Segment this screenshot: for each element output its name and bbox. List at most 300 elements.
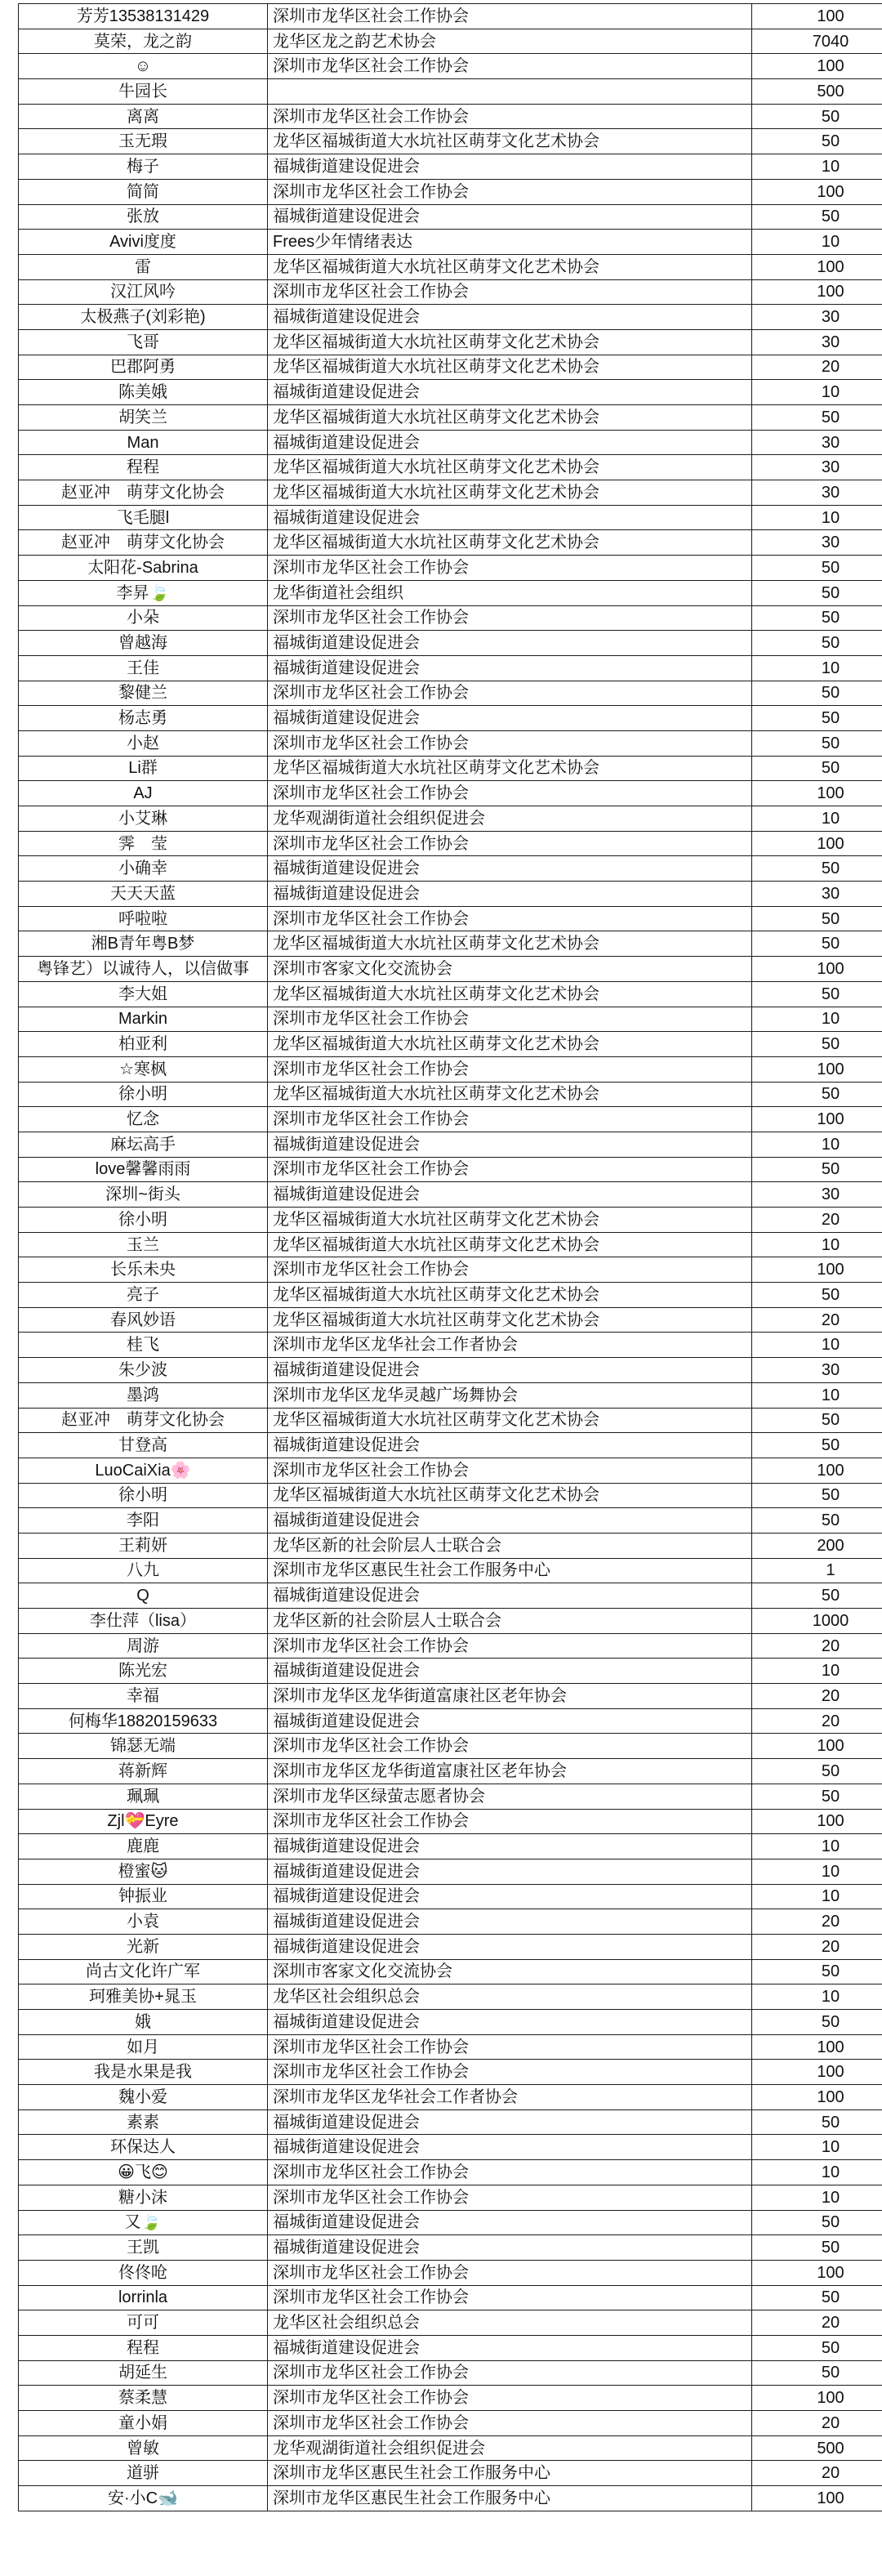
organization-cell: 福城街道建设促进会: [268, 706, 752, 731]
donor-name-cell: 太阳花-Sabrina: [19, 556, 268, 581]
donor-name-cell: Markin: [19, 1007, 268, 1032]
amount-cell: 50: [752, 1408, 882, 1433]
amount-cell: 100: [752, 1734, 882, 1759]
amount-cell: 50: [752, 1082, 882, 1107]
organization-cell: [268, 79, 752, 105]
amount-cell: 30: [752, 1358, 882, 1383]
table-row: [19, 2060, 882, 2085]
table-row: [19, 957, 882, 982]
organization-cell: 深圳市龙华区社会工作协会: [268, 781, 752, 806]
amount-cell: 20: [752, 2411, 882, 2436]
organization-cell: 深圳市龙华区社会工作协会: [268, 681, 752, 706]
amount-cell: 10: [752, 2160, 882, 2185]
organization-cell: 深圳市龙华区社会工作协会: [268, 2285, 752, 2310]
organization-cell: 福城街道建设促进会: [268, 154, 752, 180]
organization-cell: 深圳市龙华区社会工作协会: [268, 1056, 752, 1082]
organization-cell: 深圳市龙华区社会工作协会: [268, 104, 752, 129]
amount-cell: 20: [752, 2461, 882, 2486]
amount-cell: 500: [752, 79, 882, 105]
table-row: [19, 1257, 882, 1283]
table-row: [19, 2109, 882, 2135]
donor-name-cell: 柏亚利: [19, 1032, 268, 1057]
amount-cell: 200: [752, 1533, 882, 1558]
table-row: [19, 1107, 882, 1132]
amount-cell: 30: [752, 882, 882, 907]
donor-name-cell: 周游: [19, 1633, 268, 1659]
table-row: [19, 2386, 882, 2411]
donor-name-cell: 雷: [19, 254, 268, 279]
amount-cell: 10: [752, 2185, 882, 2210]
donor-name-cell: 曾越海: [19, 631, 268, 656]
organization-cell: 龙华区福城街道大水坑社区萌芽文化艺术协会: [268, 129, 752, 154]
table-row: [19, 2034, 882, 2060]
donor-name-cell: 王莉妍: [19, 1533, 268, 1558]
amount-cell: 50: [752, 856, 882, 882]
amount-cell: 100: [752, 2085, 882, 2110]
table-row: [19, 655, 882, 681]
amount-cell: 30: [752, 530, 882, 556]
table-row: [19, 154, 882, 180]
table-row: [19, 104, 882, 129]
amount-cell: 100: [752, 1809, 882, 1834]
amount-cell: 10: [752, 1382, 882, 1408]
organization-cell: 深圳市龙华区龙华街道富康社区老年协会: [268, 1684, 752, 1709]
organization-cell: 深圳市龙华区社会工作协会: [268, 1107, 752, 1132]
organization-cell: 龙华区福城街道大水坑社区萌芽文化艺术协会: [268, 530, 752, 556]
table-row: [19, 1684, 882, 1709]
donor-name-cell: 赵亚冲 萌芽文化协会: [19, 530, 268, 556]
table-row: [19, 1458, 882, 1483]
amount-cell: 20: [752, 2310, 882, 2336]
table-row: [19, 355, 882, 380]
organization-cell: 深圳市龙华区龙华灵越广场舞协会: [268, 1382, 752, 1408]
organization-cell: 龙华区福城街道大水坑社区萌芽文化艺术协会: [268, 405, 752, 431]
donor-name-cell: 钟振业: [19, 1884, 268, 1909]
amount-cell: 100: [752, 2486, 882, 2511]
donor-name-cell: 小赵: [19, 730, 268, 756]
amount-cell: 50: [752, 1157, 882, 1182]
organization-cell: 深圳市龙华区社会工作协会: [268, 831, 752, 856]
amount-cell: 100: [752, 781, 882, 806]
amount-cell: 50: [752, 1759, 882, 1784]
donor-name-cell: 徐小明: [19, 1483, 268, 1508]
table-row: [19, 781, 882, 806]
donor-name-cell: 麻坛高手: [19, 1132, 268, 1157]
amount-cell: 100: [752, 179, 882, 204]
organization-cell: 福城街道建设促进会: [268, 655, 752, 681]
donor-name-cell: 蒋新辉: [19, 1759, 268, 1784]
organization-cell: 福城街道建设促进会: [268, 1659, 752, 1684]
donor-name-cell: 胡延生: [19, 2360, 268, 2386]
donor-name-cell: 简简: [19, 179, 268, 204]
donor-name-cell: 王凯: [19, 2235, 268, 2261]
table-row: [19, 1909, 882, 1935]
table-row: [19, 1408, 882, 1433]
amount-cell: 30: [752, 1182, 882, 1208]
organization-cell: 深圳市龙华区社会工作协会: [268, 2034, 752, 2060]
donor-name-cell: 赵亚冲 萌芽文化协会: [19, 480, 268, 506]
table-row: [19, 4, 882, 29]
organization-cell: 福城街道建设促进会: [268, 1583, 752, 1609]
amount-cell: 20: [752, 1208, 882, 1233]
organization-cell: 深圳市龙华区社会工作协会: [268, 2386, 752, 2411]
amount-cell: 100: [752, 2386, 882, 2411]
table-row: [19, 1382, 882, 1408]
table-row: [19, 730, 882, 756]
organization-cell: 深圳市客家文化交流协会: [268, 957, 752, 982]
table-row: [19, 2135, 882, 2160]
organization-cell: 深圳市龙华区惠民生社会工作服务中心: [268, 1558, 752, 1583]
amount-cell: 50: [752, 2285, 882, 2310]
table-row: [19, 530, 882, 556]
organization-cell: 深圳市龙华区社会工作协会: [268, 556, 752, 581]
organization-cell: 深圳市龙华区社会工作协会: [268, 2185, 752, 2210]
amount-cell: 50: [752, 1784, 882, 1809]
table-row: [19, 1759, 882, 1784]
donor-name-cell: 安·小C🐋: [19, 2486, 268, 2511]
donor-name-cell: 杨志勇: [19, 706, 268, 731]
donor-name-cell: 玉兰: [19, 1232, 268, 1257]
amount-cell: 100: [752, 279, 882, 305]
table-row: [19, 756, 882, 781]
donor-name-cell: 尚古文化许广军: [19, 1959, 268, 1984]
donor-name-cell: 亮子: [19, 1283, 268, 1308]
organization-cell: 福城街道建设促进会: [268, 430, 752, 455]
organization-cell: 深圳市客家文化交流协会: [268, 1959, 752, 1984]
table-row: [19, 505, 882, 530]
table-row: [19, 1307, 882, 1333]
amount-cell: 10: [752, 655, 882, 681]
donor-name-cell: 张放: [19, 204, 268, 230]
donor-name-cell: 幸福: [19, 1684, 268, 1709]
organization-cell: 福城街道建设促进会: [268, 1358, 752, 1383]
organization-cell: 龙华区福城街道大水坑社区萌芽文化艺术协会: [268, 480, 752, 506]
donor-name-cell: 墨鸿: [19, 1382, 268, 1408]
donor-name-cell: Q: [19, 1583, 268, 1609]
donor-name-cell: 李仕萍（lisa）: [19, 1609, 268, 1634]
organization-cell: 龙华区福城街道大水坑社区萌芽文化艺术协会: [268, 1307, 752, 1333]
amount-cell: 50: [752, 1032, 882, 1057]
donor-name-cell: 湘B青年粤B梦: [19, 931, 268, 957]
amount-cell: 50: [752, 681, 882, 706]
table-row: [19, 29, 882, 54]
donor-name-cell: 小朵: [19, 605, 268, 631]
organization-cell: 深圳市龙华区惠民生社会工作服务中心: [268, 2486, 752, 2511]
table-row: [19, 1834, 882, 1859]
donor-name-cell: 离离: [19, 104, 268, 129]
donor-name-cell: ☆寒枫: [19, 1056, 268, 1082]
amount-cell: 100: [752, 831, 882, 856]
table-row: [19, 2185, 882, 2210]
table-row: [19, 2360, 882, 2386]
table-row: [19, 1508, 882, 1534]
organization-cell: 深圳市龙华区社会工作协会: [268, 2411, 752, 2436]
organization-cell: 龙华区福城街道大水坑社区萌芽文化艺术协会: [268, 1483, 752, 1508]
donor-name-cell: 春风妙语: [19, 1307, 268, 1333]
table-row: [19, 329, 882, 355]
table-row: [19, 2260, 882, 2285]
table-row: [19, 1959, 882, 1984]
donor-name-cell: 桂飞: [19, 1333, 268, 1358]
donor-name-cell: 天天天蓝: [19, 882, 268, 907]
amount-cell: 50: [752, 906, 882, 931]
donor-name-cell: lorrinla: [19, 2285, 268, 2310]
organization-cell: 福城街道建设促进会: [268, 2210, 752, 2235]
table-row: [19, 2085, 882, 2110]
organization-cell: 龙华观湖街道社会组织促进会: [268, 2435, 752, 2461]
amount-cell: 100: [752, 1458, 882, 1483]
amount-cell: 50: [752, 1583, 882, 1609]
organization-cell: 深圳市龙华区龙华社会工作者协会: [268, 2085, 752, 2110]
table-row: [19, 681, 882, 706]
organization-cell: 福城街道建设促进会: [268, 1859, 752, 1884]
amount-cell: 50: [752, 981, 882, 1007]
amount-cell: 50: [752, 2360, 882, 2386]
organization-cell: 龙华区福城街道大水坑社区萌芽文化艺术协会: [268, 329, 752, 355]
amount-cell: 10: [752, 2135, 882, 2160]
organization-cell: 福城街道建设促进会: [268, 1884, 752, 1909]
amount-cell: 100: [752, 1056, 882, 1082]
organization-cell: 福城街道建设促进会: [268, 1934, 752, 1959]
amount-cell: 20: [752, 1307, 882, 1333]
donor-name-cell: 可可: [19, 2310, 268, 2336]
donor-name-cell: 佟佟呛: [19, 2260, 268, 2285]
donor-name-cell: 蔡柔慧: [19, 2386, 268, 2411]
donor-name-cell: 我是水果是我: [19, 2060, 268, 2085]
table-row: [19, 1809, 882, 1834]
donor-name-cell: 长乐未央: [19, 1257, 268, 1283]
table-row: [19, 1333, 882, 1358]
organization-cell: 福城街道建设促进会: [268, 1708, 752, 1734]
donor-name-cell: 飞哥: [19, 329, 268, 355]
table-row: [19, 2160, 882, 2185]
organization-cell: 福城街道建设促进会: [268, 380, 752, 405]
table-row: [19, 1056, 882, 1082]
amount-cell: 50: [752, 104, 882, 129]
table-row: [19, 2210, 882, 2235]
table-row: [19, 430, 882, 455]
table-row: [19, 1708, 882, 1734]
table-row: [19, 179, 882, 204]
organization-cell: 福城街道建设促进会: [268, 1182, 752, 1208]
table-row: [19, 1609, 882, 1634]
table-row: [19, 1734, 882, 1759]
donor-name-cell: 呼啦啦: [19, 906, 268, 931]
donor-name-cell: 飞毛腿l: [19, 505, 268, 530]
amount-cell: 100: [752, 1257, 882, 1283]
table-row: [19, 906, 882, 931]
donor-name-cell: 忆念: [19, 1107, 268, 1132]
table-row: [19, 1583, 882, 1609]
amount-cell: 50: [752, 1433, 882, 1458]
table-row: [19, 831, 882, 856]
donor-name-cell: 深圳~街头: [19, 1182, 268, 1208]
donor-name-cell: 梅子: [19, 154, 268, 180]
amount-cell: 50: [752, 1483, 882, 1508]
organization-cell: 福城街道建设促进会: [268, 1508, 752, 1534]
amount-cell: 100: [752, 957, 882, 982]
donor-name-cell: 陈光宏: [19, 1659, 268, 1684]
amount-cell: 10: [752, 1834, 882, 1859]
organization-cell: 龙华区新的社会阶层人士联合会: [268, 1533, 752, 1558]
table-row: [19, 1659, 882, 1684]
table-row: [19, 480, 882, 506]
table-row: [19, 1283, 882, 1308]
amount-cell: 50: [752, 2335, 882, 2360]
table-row: [19, 405, 882, 431]
donor-name-cell: 光新: [19, 1934, 268, 1959]
table-row: [19, 1157, 882, 1182]
organization-cell: 深圳市龙华区社会工作协会: [268, 1157, 752, 1182]
table-row: [19, 2285, 882, 2310]
amount-cell: 1000: [752, 1609, 882, 1634]
organization-cell: 深圳市龙华区社会工作协会: [268, 1734, 752, 1759]
donation-table-body: [19, 4, 882, 2511]
organization-cell: 福城街道建设促进会: [268, 1433, 752, 1458]
amount-cell: 10: [752, 1659, 882, 1684]
donation-table: [18, 3, 882, 2511]
organization-cell: 福城街道建设促进会: [268, 1834, 752, 1859]
donor-name-cell: 曾敏: [19, 2435, 268, 2461]
organization-cell: 福城街道建设促进会: [268, 2109, 752, 2135]
donor-name-cell: ☺: [19, 54, 268, 79]
donor-name-cell: 太极燕子(刘彩艳): [19, 305, 268, 330]
donor-name-cell: Avivi度度: [19, 230, 268, 255]
organization-cell: 深圳市龙华区社会工作协会: [268, 179, 752, 204]
donor-name-cell: 程程: [19, 2335, 268, 2360]
amount-cell: 50: [752, 1283, 882, 1308]
amount-cell: 30: [752, 329, 882, 355]
donor-name-cell: 朱少波: [19, 1358, 268, 1383]
donor-name-cell: 橙蜜🐱: [19, 1859, 268, 1884]
amount-cell: 10: [752, 806, 882, 832]
table-row: [19, 882, 882, 907]
amount-cell: 50: [752, 204, 882, 230]
donor-name-cell: 何梅华18820159633: [19, 1708, 268, 1734]
table-row: [19, 129, 882, 154]
table-row: [19, 1208, 882, 1233]
table-row: [19, 1633, 882, 1659]
donor-name-cell: 糖小沫: [19, 2185, 268, 2210]
donor-name-cell: love馨馨雨雨: [19, 1157, 268, 1182]
organization-cell: 福城街道建设促进会: [268, 2135, 752, 2160]
amount-cell: 50: [752, 580, 882, 605]
organization-cell: 龙华区福城街道大水坑社区萌芽文化艺术协会: [268, 1232, 752, 1257]
amount-cell: 100: [752, 2060, 882, 2085]
amount-cell: 50: [752, 1959, 882, 1984]
organization-cell: 深圳市龙华区社会工作协会: [268, 730, 752, 756]
organization-cell: 深圳市龙华区社会工作协会: [268, 1633, 752, 1659]
donor-name-cell: 汉江风吟: [19, 279, 268, 305]
table-row: [19, 1433, 882, 1458]
donor-name-cell: 胡笑兰: [19, 405, 268, 431]
amount-cell: 10: [752, 505, 882, 530]
organization-cell: 深圳市龙华区社会工作协会: [268, 54, 752, 79]
organization-cell: 深圳市龙华区社会工作协会: [268, 4, 752, 29]
amount-cell: 10: [752, 1884, 882, 1909]
table-row: [19, 706, 882, 731]
amount-cell: 50: [752, 556, 882, 581]
organization-cell: 福城街道建设促进会: [268, 882, 752, 907]
organization-cell: 龙华区福城街道大水坑社区萌芽文化艺术协会: [268, 756, 752, 781]
organization-cell: 龙华区社会组织总会: [268, 1984, 752, 2010]
amount-cell: 10: [752, 230, 882, 255]
organization-cell: 龙华区福城街道大水坑社区萌芽文化艺术协会: [268, 1408, 752, 1433]
organization-cell: 深圳市龙华区社会工作协会: [268, 1007, 752, 1032]
table-row: [19, 1934, 882, 1959]
organization-cell: 深圳市龙华区社会工作协会: [268, 2160, 752, 2185]
donor-name-cell: 小袁: [19, 1909, 268, 1935]
amount-cell: 50: [752, 631, 882, 656]
table-row: [19, 1132, 882, 1157]
organization-cell: 深圳市龙华区社会工作协会: [268, 279, 752, 305]
donor-name-cell: 巴郡阿勇: [19, 355, 268, 380]
table-row: [19, 2335, 882, 2360]
organization-cell: 福城街道建设促进会: [268, 2235, 752, 2261]
donor-name-cell: 玉无瑕: [19, 129, 268, 154]
organization-cell: 深圳市龙华区社会工作协会: [268, 1257, 752, 1283]
amount-cell: 7040: [752, 29, 882, 54]
table-row: [19, 1358, 882, 1383]
amount-cell: 100: [752, 1107, 882, 1132]
table-row: [19, 2235, 882, 2261]
organization-cell: 深圳市龙华区社会工作协会: [268, 906, 752, 931]
table-row: [19, 2310, 882, 2336]
amount-cell: 10: [752, 154, 882, 180]
table-row: [19, 1884, 882, 1909]
organization-cell: 深圳市龙华区绿萤志愿者协会: [268, 1784, 752, 1809]
table-row: [19, 2461, 882, 2486]
table-row: [19, 79, 882, 105]
amount-cell: 20: [752, 1633, 882, 1659]
organization-cell: 龙华观湖街道社会组织促进会: [268, 806, 752, 832]
organization-cell: 龙华区福城街道大水坑社区萌芽文化艺术协会: [268, 931, 752, 957]
amount-cell: 50: [752, 605, 882, 631]
amount-cell: 100: [752, 4, 882, 29]
table-row: [19, 204, 882, 230]
organization-cell: 深圳市龙华区惠民生社会工作服务中心: [268, 2461, 752, 2486]
organization-cell: 福城街道建设促进会: [268, 1132, 752, 1157]
donor-name-cell: 霁 莹: [19, 831, 268, 856]
table-row: [19, 631, 882, 656]
amount-cell: 30: [752, 455, 882, 480]
table-row: [19, 856, 882, 882]
organization-cell: 深圳市龙华区社会工作协会: [268, 2060, 752, 2085]
amount-cell: 100: [752, 254, 882, 279]
table-row: [19, 806, 882, 832]
table-row: [19, 254, 882, 279]
table-row: [19, 1533, 882, 1558]
organization-cell: 深圳市龙华区社会工作协会: [268, 1458, 752, 1483]
amount-cell: 50: [752, 756, 882, 781]
amount-cell: 50: [752, 2235, 882, 2261]
donor-name-cell: 小确幸: [19, 856, 268, 882]
organization-cell: 福城街道建设促进会: [268, 631, 752, 656]
amount-cell: 10: [752, 1333, 882, 1358]
donor-name-cell: 甘登高: [19, 1433, 268, 1458]
table-row: [19, 1984, 882, 2010]
donor-name-cell: Zjl💝Eyre: [19, 1809, 268, 1834]
table-row: [19, 1032, 882, 1057]
table-row: [19, 556, 882, 581]
organization-cell: 龙华街道社会组织: [268, 580, 752, 605]
organization-cell: Frees少年情绪表达: [268, 230, 752, 255]
donor-name-cell: 娥: [19, 2010, 268, 2035]
amount-cell: 10: [752, 380, 882, 405]
table-row: [19, 2010, 882, 2035]
donor-name-cell: 如月: [19, 2034, 268, 2060]
organization-cell: 深圳市龙华区龙华街道富康社区老年协会: [268, 1759, 752, 1784]
